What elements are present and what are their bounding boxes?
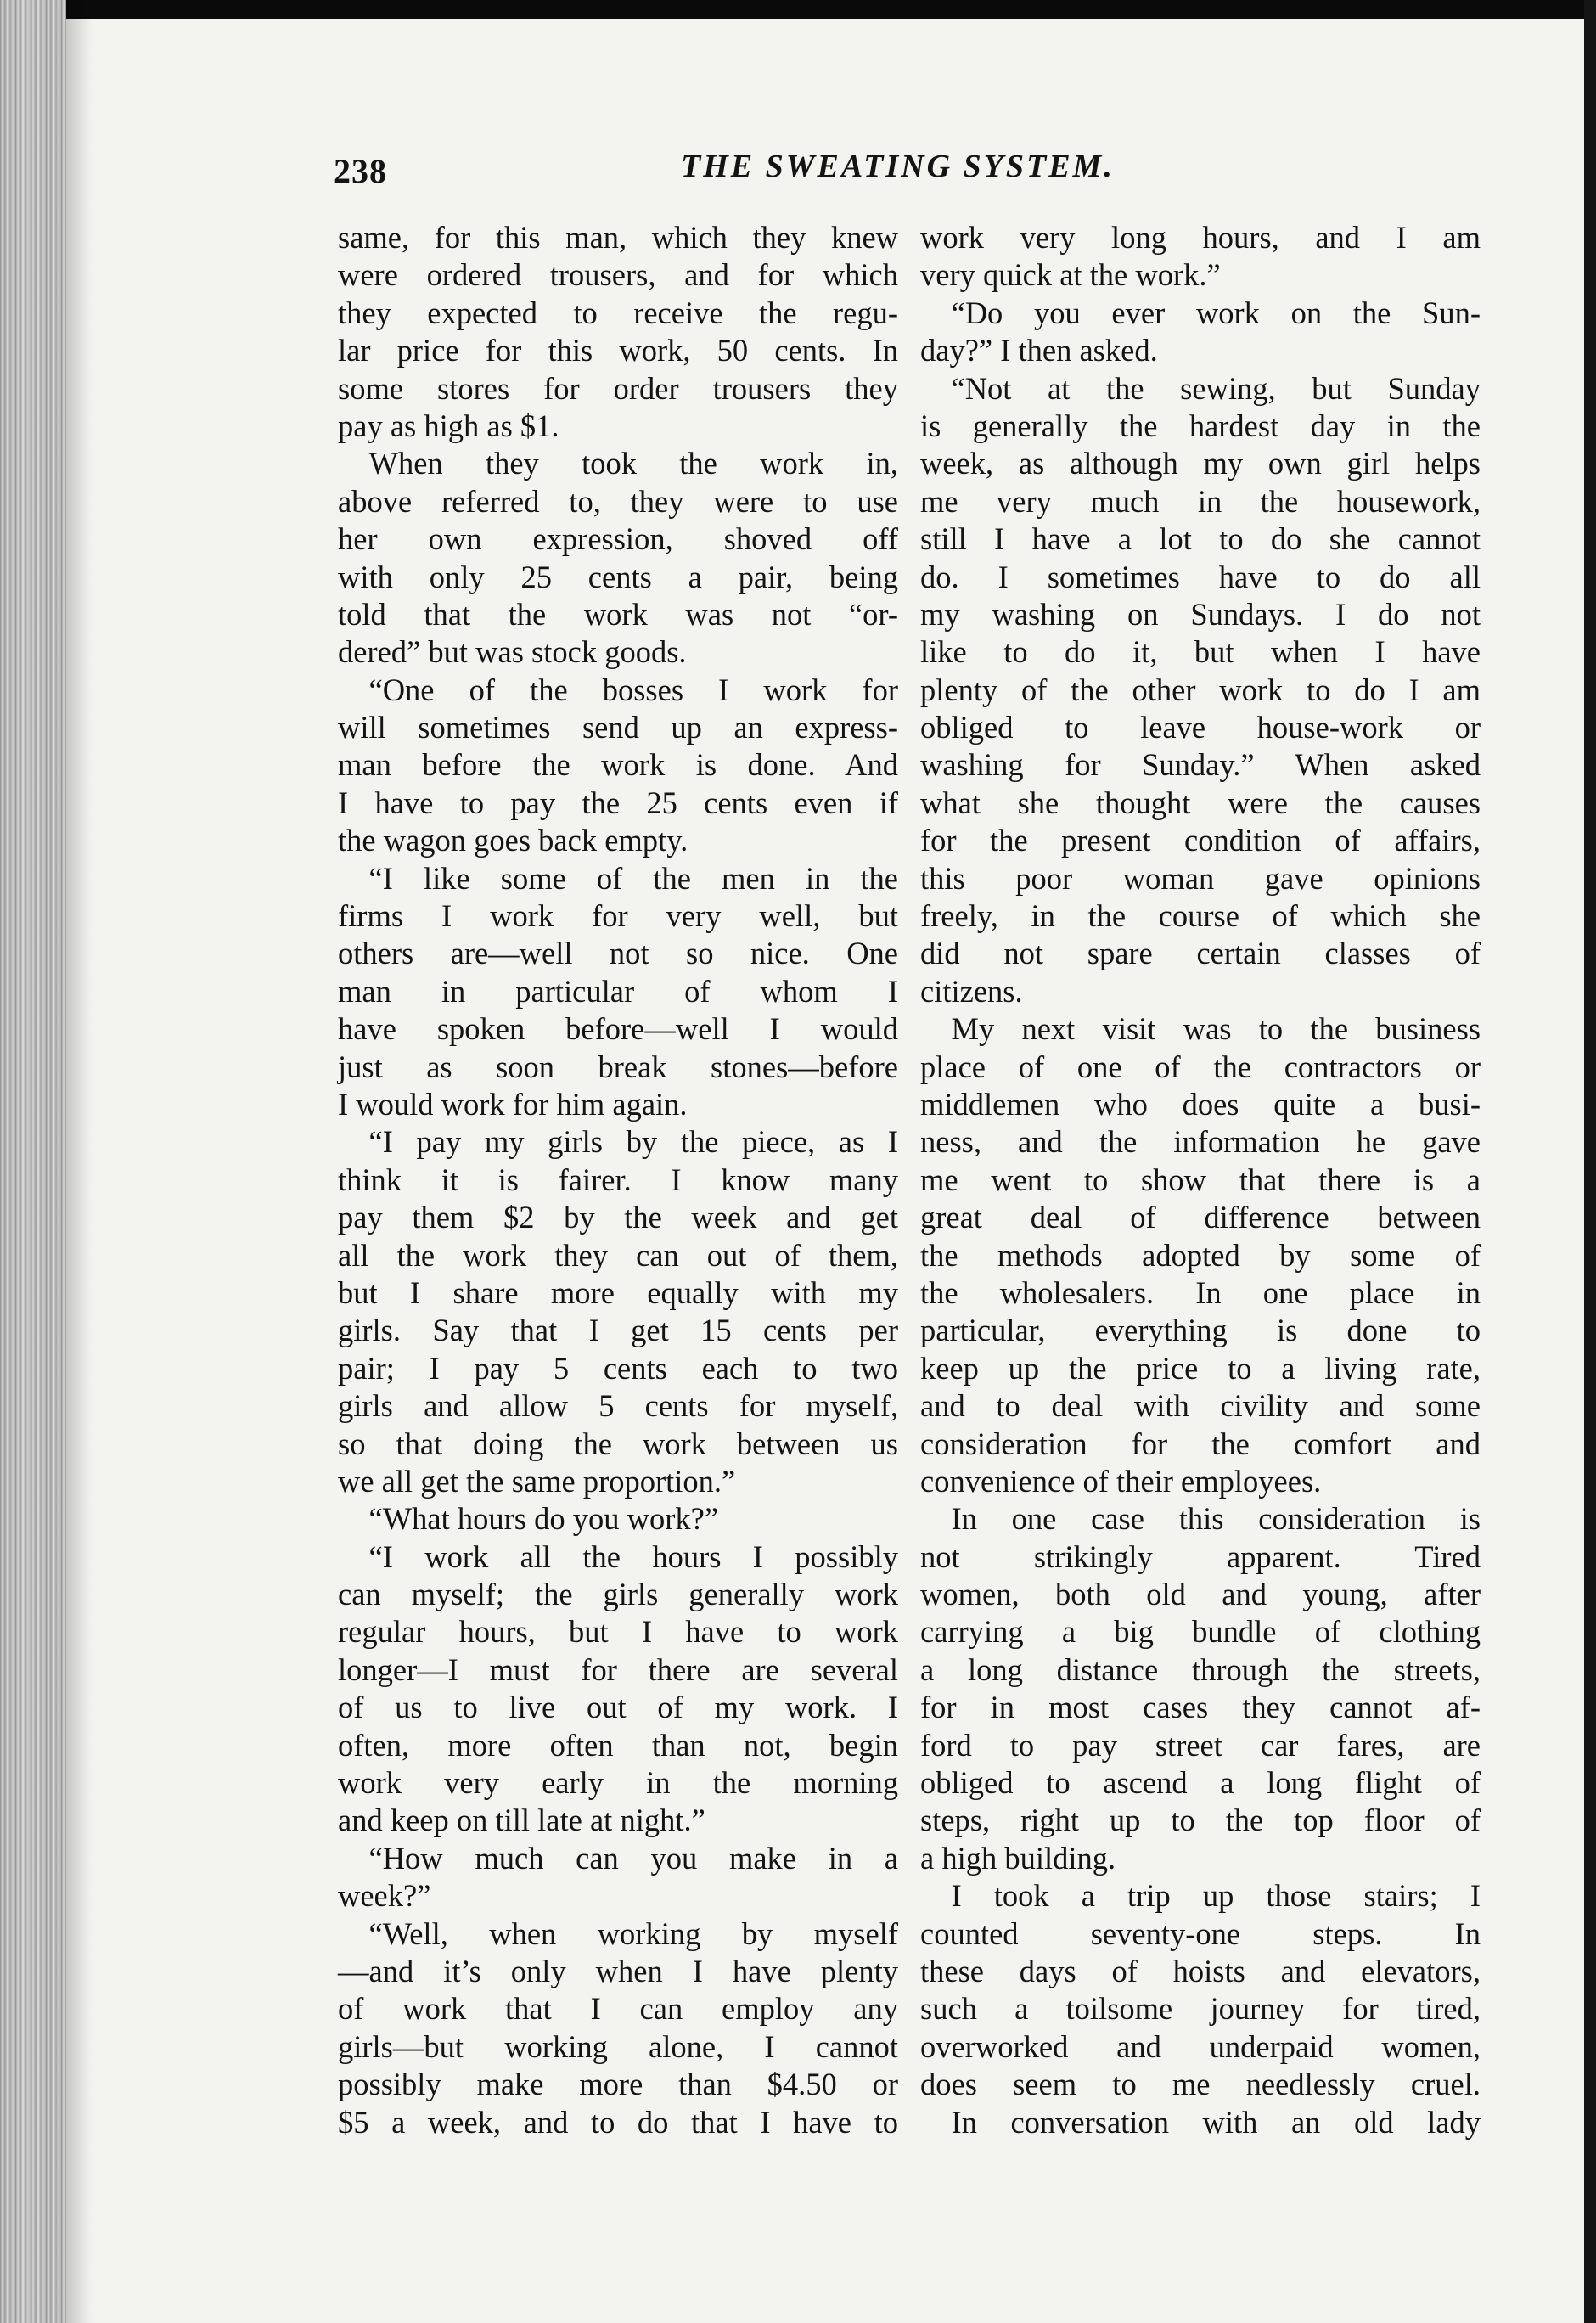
text-line: with only 25 cents a pair, being — [338, 559, 898, 594]
text-line: girls and allow 5 cents for myself, — [338, 1388, 898, 1424]
text-line: plenty of the other work to do I am — [920, 672, 1481, 707]
text-line: women, both old and young, after — [920, 1577, 1481, 1612]
text-line: for the present condition of affairs, — [920, 823, 1481, 858]
text-line: place of one of the contractors or — [920, 1049, 1481, 1084]
text-line: what she thought were the causes — [920, 785, 1481, 820]
text-line: these days of hoists and elevators, — [920, 1953, 1481, 1988]
text-line: like to do it, but when I have — [920, 634, 1481, 670]
text-line: my washing on Sundays. I do not — [920, 596, 1481, 632]
text-line: same, for this man, which they knew — [338, 220, 898, 255]
text-line: above referred to, they were to use — [338, 483, 898, 519]
text-line: keep up the price to a living rate, — [920, 1350, 1481, 1386]
running-head: THE SWEATING SYSTEM. — [681, 149, 1115, 184]
scan-top-border — [0, 0, 1596, 19]
text-line: possibly make more than $4.50 or — [338, 2067, 898, 2102]
text-line: “I like some of the men in the — [338, 860, 898, 896]
text-line: all the work they can out of them, — [338, 1237, 898, 1273]
text-line: firms I work for very well, but — [338, 898, 898, 934]
text-line: is generally the hardest day in the — [920, 408, 1481, 443]
text-line: a long distance through the streets, — [920, 1651, 1481, 1687]
page-number: 238 — [334, 152, 387, 190]
text-line: In one case this consideration is — [920, 1501, 1481, 1537]
text-line: but I share more equally with my — [338, 1274, 898, 1310]
text-line: think it is fairer. I know many — [338, 1162, 898, 1197]
text-line: consideration for the comfort and — [920, 1426, 1481, 1461]
text-line: me very much in the housework, — [920, 483, 1481, 519]
text-line: week?” — [338, 1878, 431, 1914]
scan-right-border — [1584, 0, 1596, 2323]
text-line: of work that I can employ any — [338, 1991, 898, 2027]
text-line: told that the work was not “or- — [338, 596, 898, 632]
text-line: counted seventy-one steps. In — [920, 1915, 1481, 1951]
text-line: girls—but working alone, I cannot — [338, 2028, 898, 2064]
text-line: middlemen who does quite a busi- — [920, 1086, 1481, 1122]
text-line: freely, in the course of which she — [920, 898, 1481, 934]
text-line: “I work all the hours I possibly — [338, 1538, 898, 1574]
text-line: girls. Say that I get 15 cents per — [338, 1313, 898, 1348]
text-line: work very long hours, and I am — [920, 220, 1481, 255]
text-line: pay as high as $1. — [338, 408, 559, 443]
text-line: does seem to me needlessly cruel. — [920, 2067, 1481, 2102]
text-line: convenience of their employees. — [920, 1463, 1322, 1499]
gutter-shadow — [66, 0, 92, 2323]
text-line: of us to live out of my work. I — [338, 1690, 898, 1725]
text-line: day?” I then asked. — [920, 333, 1158, 368]
text-line: regular hours, but I have to work — [338, 1614, 898, 1650]
text-line: pair; I pay 5 cents each to two — [338, 1350, 898, 1386]
text-line: me went to show that there is a — [920, 1162, 1481, 1197]
text-line: In conversation with an old lady — [920, 2104, 1481, 2140]
text-line: and keep on till late at night.” — [338, 1803, 705, 1838]
text-line: citizens. — [920, 973, 1023, 1009]
text-line: “Do you ever work on the Sun- — [920, 295, 1481, 330]
text-line: lar price for this work, 50 cents. In — [338, 333, 898, 368]
text-line: “I pay my girls by the piece, as I — [338, 1124, 898, 1160]
text-line: $5 a week, and to do that I have to — [338, 2104, 898, 2140]
text-line: My next visit was to the business — [920, 1011, 1481, 1047]
text-line: great deal of difference between — [920, 1200, 1481, 1235]
text-line: just as soon break stones—before — [338, 1049, 898, 1084]
text-line: “Well, when working by myself — [338, 1915, 898, 1951]
text-line: dered” but was stock goods. — [338, 634, 687, 670]
text-line: have spoken before—well I would — [338, 1011, 898, 1047]
book-spine-edge — [0, 0, 66, 2323]
text-line: When they took the work in, — [338, 446, 898, 481]
text-line: carrying a big bundle of clothing — [920, 1614, 1481, 1650]
right-text-column — [920, 219, 1481, 2141]
text-line: very quick at the work.” — [920, 257, 1221, 293]
text-line: “How much can you make in a — [338, 1840, 898, 1876]
text-line: overworked and underpaid women, — [920, 2028, 1481, 2064]
text-line: washing for Sunday.” When asked — [920, 747, 1481, 783]
text-line: for in most cases they cannot af- — [920, 1690, 1481, 1725]
text-line: man in particular of whom I — [338, 973, 898, 1009]
text-line: man before the work is done. And — [338, 747, 898, 783]
text-line: a high building. — [920, 1840, 1116, 1876]
text-line: “Not at the sewing, but Sunday — [920, 370, 1481, 406]
text-line: will sometimes send up an express- — [338, 710, 898, 745]
text-line: I have to pay the 25 cents even if — [338, 785, 898, 820]
text-line: the wholesalers. In one place in — [920, 1274, 1481, 1310]
text-line: her own expression, shoved off — [338, 521, 898, 557]
text-line: week, as although my own girl helps — [920, 446, 1481, 481]
text-line: I took a trip up those stairs; I — [920, 1878, 1481, 1914]
text-line: did not spare certain classes of — [920, 936, 1481, 971]
text-line: the methods adopted by some of — [920, 1237, 1481, 1273]
text-line: obliged to ascend a long flight of — [920, 1765, 1481, 1801]
text-line: so that doing the work between us — [338, 1426, 898, 1461]
text-line: this poor woman gave opinions — [920, 860, 1481, 896]
text-line: ness, and the information he gave — [920, 1124, 1481, 1160]
text-line: longer—I must for there are several — [338, 1651, 898, 1687]
text-line: “What hours do you work?” — [338, 1501, 719, 1537]
text-line: —and it’s only when I have plenty — [338, 1953, 898, 1988]
text-line: can myself; the girls generally work — [338, 1577, 898, 1612]
text-line: others are—well not so nice. One — [338, 936, 898, 971]
text-line: the wagon goes back empty. — [338, 823, 688, 858]
text-line: ford to pay street car fares, are — [920, 1727, 1481, 1763]
text-line: still I have a lot to do she cannot — [920, 521, 1481, 557]
text-line: not strikingly apparent. Tired — [920, 1538, 1481, 1574]
left-text-column — [338, 219, 898, 2141]
text-line: work very early in the morning — [338, 1765, 898, 1801]
text-line: do. I sometimes have to do all — [920, 559, 1481, 594]
text-line: were ordered trousers, and for which — [338, 257, 898, 293]
text-line: “One of the bosses I work for — [338, 672, 898, 707]
text-line: pay them $2 by the week and get — [338, 1200, 898, 1235]
text-line: I would work for him again. — [338, 1086, 688, 1122]
text-line: we all get the same proportion.” — [338, 1463, 736, 1499]
text-line: some stores for order trousers they — [338, 370, 898, 406]
text-line: particular, everything is done to — [920, 1313, 1481, 1348]
text-line: obliged to leave house-work or — [920, 710, 1481, 745]
text-line: steps, right up to the top floor of — [920, 1803, 1481, 1838]
text-line: such a toilsome journey for tired, — [920, 1991, 1481, 2027]
text-line: often, more often than not, begin — [338, 1727, 898, 1763]
text-line: they expected to receive the regu- — [338, 295, 898, 330]
text-line: and to deal with civility and some — [920, 1388, 1481, 1424]
